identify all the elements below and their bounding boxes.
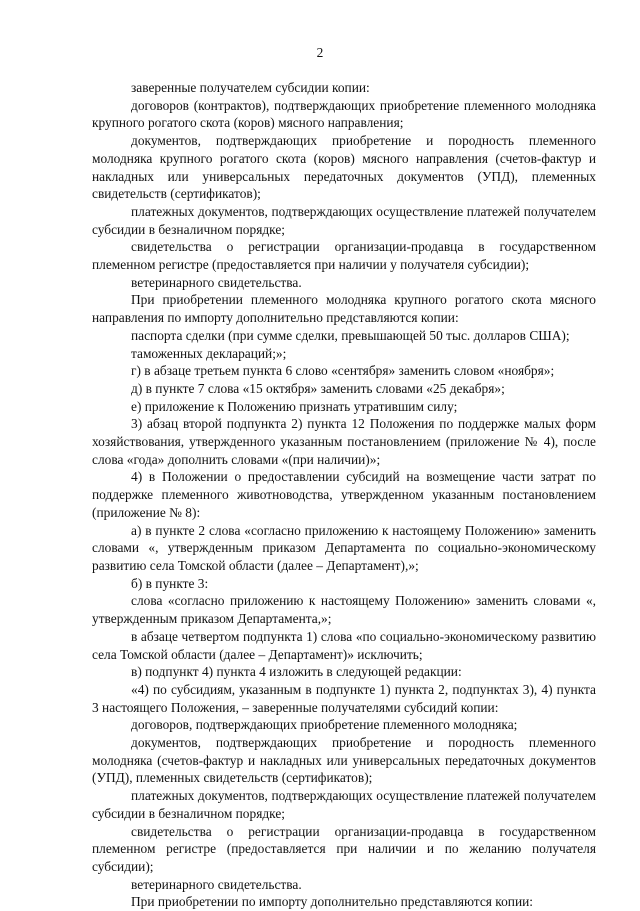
paragraph-intro-copies: заверенные получателем субсидии копии: <box>131 80 370 95</box>
paragraph-new-registration-certificate: свидетельства о регистрации организации-продавца в государственном племенном регистре (предоставляется при наличии и по желанию получателя субсидии); <box>92 823 596 874</box>
paragraph-item-b: б) в пункте 3: <box>131 575 209 591</box>
paragraph-contracts: договоров (контрактов), подтверждающих приобретение племенного молодняка крупного рогатого скота (коров) мясного направления; <box>92 97 596 131</box>
paragraph-new-subitem-4: «4) по субсидиям, указанным в подпункте 1) пункта 2, подпунктах 3), 4) пункта 3 настоящего Положения, – заверенные получателями субсидий копии: <box>92 681 596 715</box>
paragraph-item-a: а) в пункте 2 слова «согласно приложению к настоящему Положению» заменить словами «, утвержденным приказом Департамента по социально-экономическому развитию села Томской области (далее – Департамент),»; <box>92 522 596 573</box>
paragraph-item-4: 4) в Положении о предоставлении субсидий на возмещение части затрат по поддержке племенного животноводства, утвержденном указанным постановлением (приложение № 8): <box>92 469 596 520</box>
paragraph-exclude-words: в абзаце четвертом подпункта 1) слова «по социально-экономическому развитию села Томской области (далее – Департамент)» исключить; <box>92 628 596 662</box>
paragraph-customs-declarations: таможенных деклараций;»; <box>131 345 287 361</box>
paragraph-registration-certificate: свидетельства о регистрации организации-продавца в государственном племенном регистре (предоставляется при наличии у получателя субсидии); <box>92 239 596 273</box>
document-body <box>92 79 596 911</box>
paragraph-new-breed-documents: документов, подтверждающих приобретение и породность племенного молодняка (счетов-фактур и накладных или универсальных передаточных документов (УПД), племенных свидетельств (сертификатов); <box>92 735 596 786</box>
paragraph-item-v: в) подпункт 4) пункта 4 изложить в следующей редакции: <box>131 664 462 680</box>
paragraph-item-d: д) в пункте 7 слова «15 октября» заменить словами «25 декабря»; <box>131 380 505 396</box>
paragraph-new-payment-documents: платежных документов, подтверждающих осуществление платежей получателем субсидии в безналичном порядке; <box>92 788 596 821</box>
paragraph-new-veterinary-certificate: ветеринарного свидетельства. <box>131 876 302 892</box>
paragraph-deal-passport: паспорта сделки (при сумме сделки, превышающей 50 тыс. долларов США); <box>131 327 570 343</box>
paragraph-breed-documents: документов, подтверждающих приобретение и породность племенного молодняка крупного рогатого скота (коров) мясного направления (счетов-фактур и накладных или универсальных передаточных документов (УПД), племенных свидетельств (сертификатов); <box>92 133 596 202</box>
page-number: 2 <box>316 45 324 60</box>
paragraph-new-contracts: договоров, подтверждающих приобретение племенного молодняка; <box>131 717 518 733</box>
paragraph-item-e: е) приложение к Положению признать утратившим силу; <box>131 398 458 414</box>
paragraph-import-intro: При приобретении племенного молодняка крупного рогатого скота мясного направления по импорту дополнительно представляются копии: <box>92 292 596 326</box>
paragraph-veterinary-certificate: ветеринарного свидетельства. <box>131 274 302 290</box>
paragraph-item-g: г) в абзаце третьем пункта 6 слово «сентября» заменить словом «ноября»; <box>131 363 555 379</box>
paragraph-replace-words: слова «согласно приложению к настоящему Положению» заменить словами «, утвержденным приказом Департамента,»; <box>92 593 596 627</box>
paragraph-new-import-intro: При приобретении по импорту дополнительно представляются копии: <box>131 894 534 910</box>
paragraph-payment-documents: платежных документов, подтверждающих осуществление платежей получателем субсидии в безналичном порядке; <box>92 203 596 237</box>
paragraph-item-3: 3) абзац второй подпункта 2) пункта 12 Положения по поддержке малых форм хозяйствования, утвержденного указанным постановлением (приложение № 4), после слова «года» дополнить словами «(при наличии)»; <box>92 416 596 467</box>
